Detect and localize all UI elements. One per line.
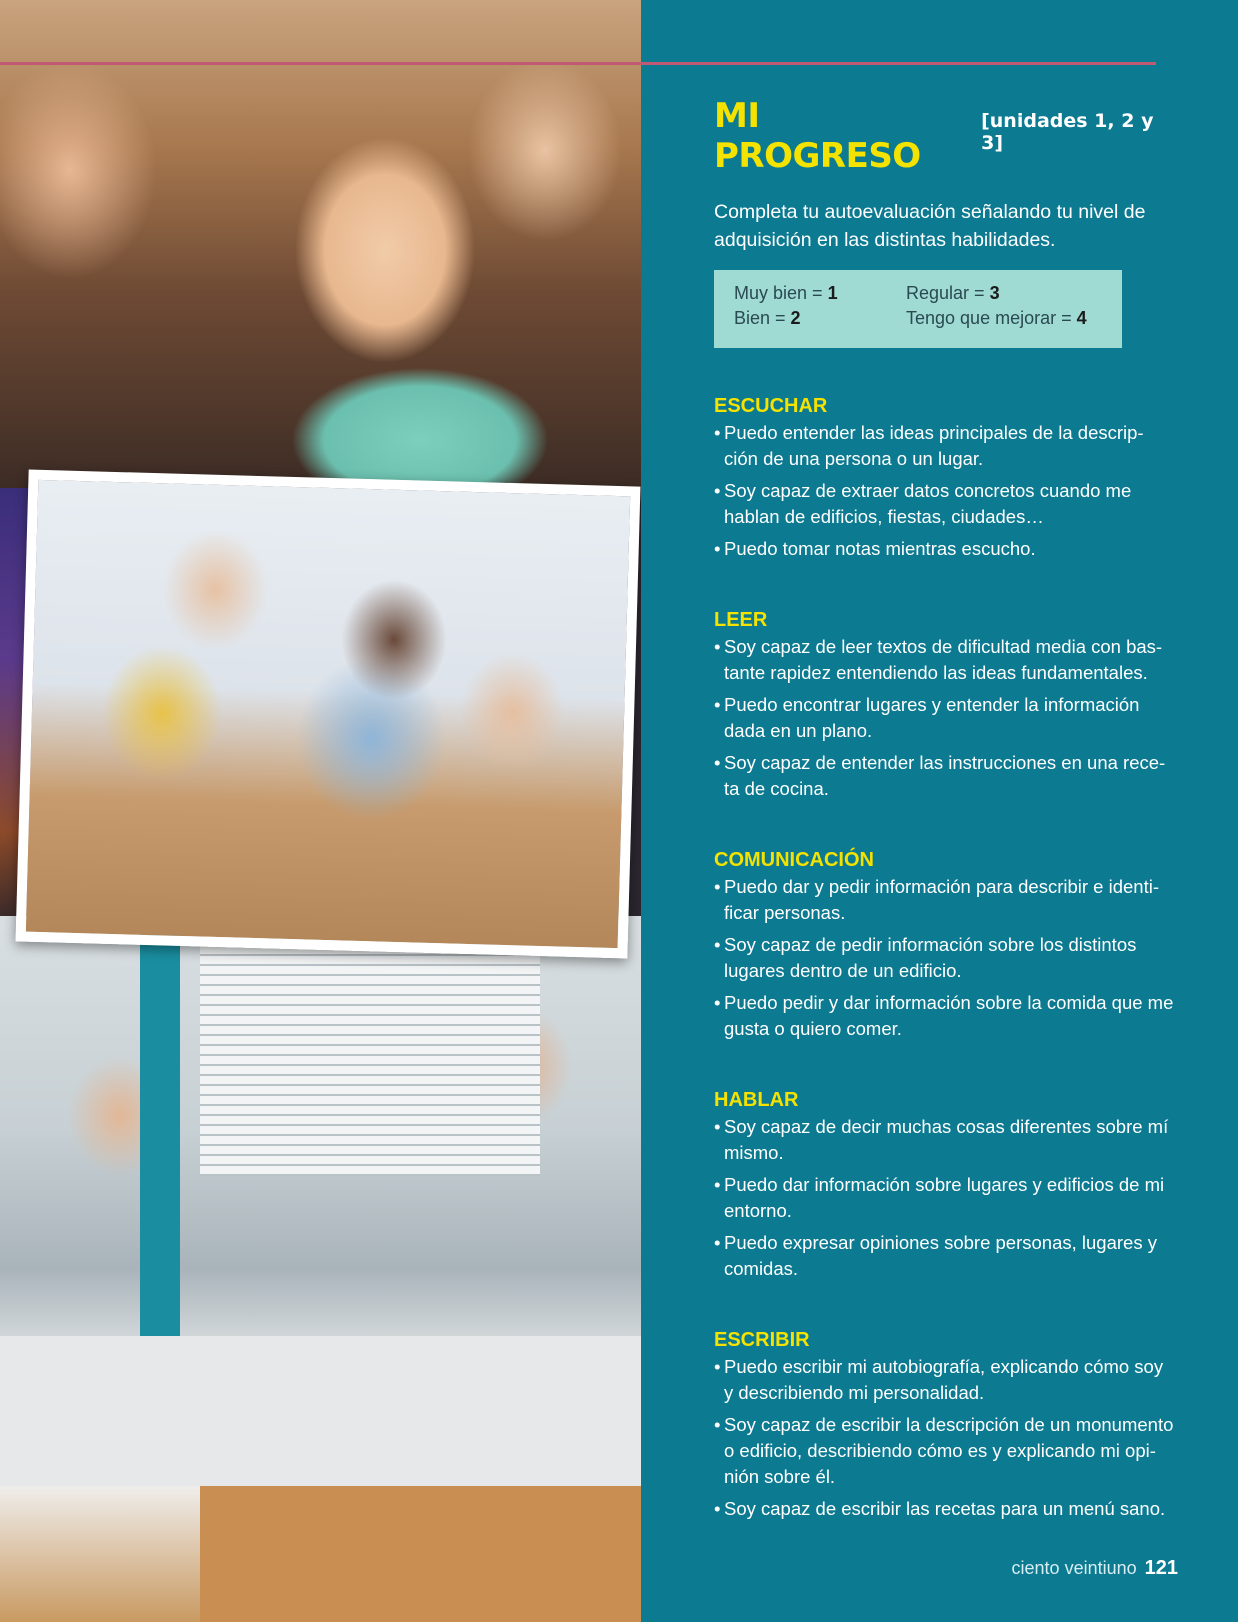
rating-scale-box: [714, 270, 1122, 348]
window-blinds: [200, 936, 540, 1176]
skill-item: • Puedo dar y pedir información para describir e identi-ficar personas.: [714, 874, 1174, 926]
section-title: HABLAR: [714, 1089, 799, 1111]
students-electronics-photo: [16, 470, 641, 959]
section-title: ESCRIBIR: [714, 1329, 810, 1351]
skill-list: [714, 634, 1174, 802]
intro-text: Completa tu autoevaluación señalando tu nivel de adquisición en las distintas habilidades.: [714, 201, 1146, 251]
skill-list: [714, 1114, 1174, 1282]
kids-baking-photo: [0, 916, 641, 1622]
skill-item: • Puedo tomar notas mientras escucho.: [714, 536, 1174, 562]
section-escribir: [714, 1328, 1174, 1522]
page-title: MI PROGRESO: [714, 96, 921, 176]
skill-item: • Puedo entender las ideas principales de la descrip-ción de una persona o un lugar.: [714, 420, 1174, 472]
skill-item: • Soy capaz de entender las instrucciones en una rece-ta de cocina.: [714, 750, 1174, 802]
page-footer: [1012, 1557, 1178, 1580]
skill-item: • Soy capaz de extraer datos concretos cuando me hablan de edificios, fiestas, ciudades…: [714, 478, 1174, 530]
skill-list: [714, 1354, 1174, 1522]
section-leer: [714, 608, 1174, 802]
section-title: LEER: [714, 609, 768, 631]
skill-item: • Soy capaz de decir muchas cosas diferentes sobre mí mismo.: [714, 1114, 1174, 1166]
skill-list: [714, 874, 1174, 1042]
skill-item: • Soy capaz de leer textos de dificultad media con bas-tante rapidez entendiendo las ideas fundamentales.: [714, 634, 1174, 686]
section-escuchar: [714, 394, 1174, 562]
skill-item: • Soy capaz de escribir la descripción de un monumento o edificio, describiendo cómo es y explicando mi opi-nión sobre él.: [714, 1412, 1174, 1490]
top-rule: [0, 62, 1156, 65]
skill-item: • Puedo expresar opiniones sobre personas, lugares y comidas.: [714, 1230, 1174, 1282]
scale-item: Regular = 3: [906, 283, 1000, 303]
title-row: [714, 96, 1174, 176]
progress-panel: [714, 96, 1174, 1528]
skill-list: [714, 420, 1174, 562]
section-comunicacion: [714, 848, 1174, 1042]
skill-item: • Soy capaz de escribir las recetas para un menú sano.: [714, 1496, 1174, 1522]
kitchen-cabinet: [200, 1486, 641, 1622]
kitchen-counter: [0, 1336, 641, 1486]
skill-item: • Puedo pedir y dar información sobre la comida que me gusta o quiero comer.: [714, 990, 1174, 1042]
page-number: 121: [1144, 1557, 1178, 1579]
skill-item: • Puedo encontrar lugares y entender la información dada en un plano.: [714, 692, 1174, 744]
scale-item: Tengo que mejorar = 4: [906, 308, 1087, 328]
skill-item: • Soy capaz de pedir información sobre los distintos lugares dentro de un edificio.: [714, 932, 1174, 984]
window-frame: [140, 916, 180, 1336]
page-number-words: ciento veintiuno: [1011, 1558, 1137, 1578]
skill-item: • Puedo dar información sobre lugares y edificios de mi entorno.: [714, 1172, 1174, 1224]
section-hablar: [714, 1088, 1174, 1282]
skill-item: • Puedo escribir mi autobiografía, explicando cómo soy y describiendo mi personalidad.: [714, 1354, 1174, 1406]
scale-item: Muy bien = 1: [734, 283, 838, 303]
section-title: COMUNICACIÓN: [714, 849, 874, 871]
section-title: ESCUCHAR: [714, 395, 828, 417]
scale-item: Bien = 2: [734, 308, 801, 328]
page-subtitle: [unidades 1, 2 y 3]: [981, 110, 1154, 154]
family-dinner-photo: [0, 0, 641, 488]
